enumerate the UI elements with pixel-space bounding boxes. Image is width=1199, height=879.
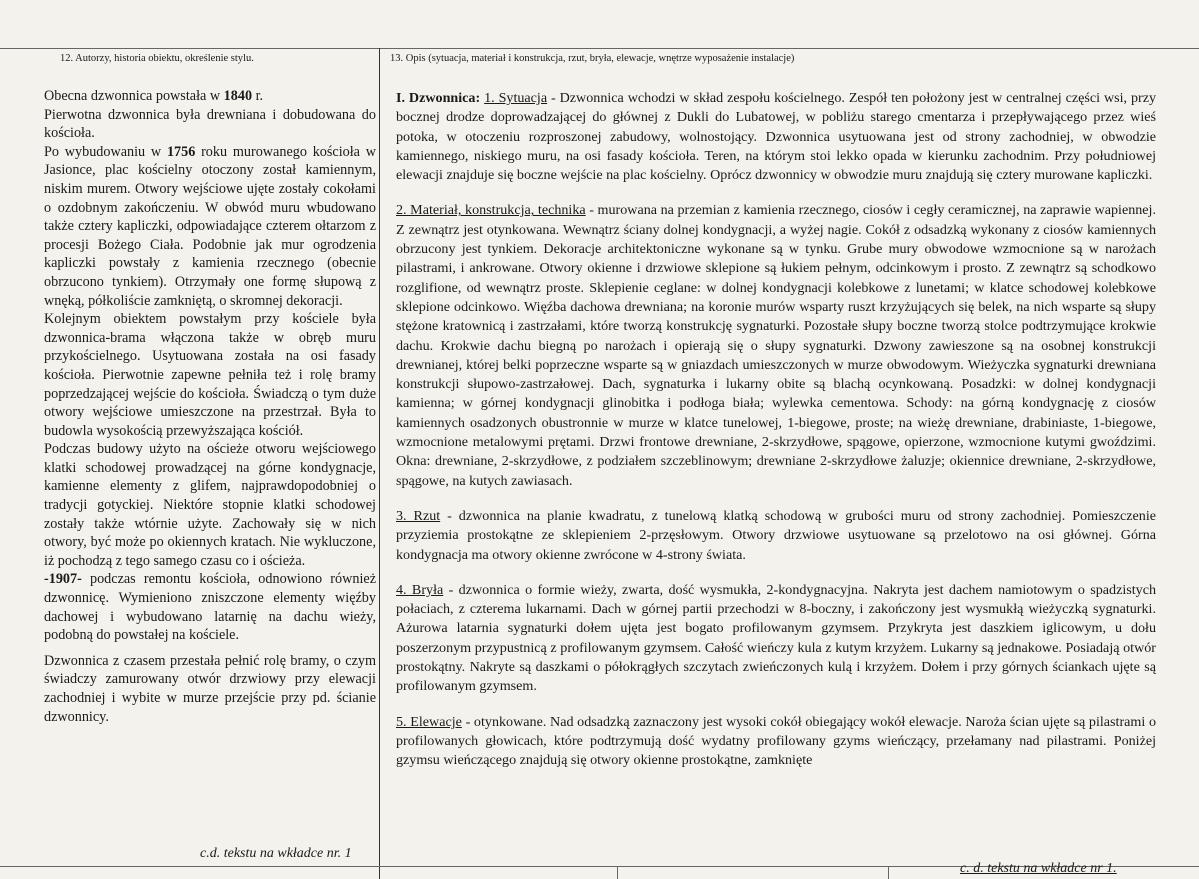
description-column [396,89,1156,787]
year: -1907- [44,571,82,588]
paragraph: Obecna dzwonnica powstała w 1840 r. [44,88,264,104]
section-situation: I. Dzwonnica: 1. Sytuacja - Dzwonnica wchodzi w skład zespołu kościelnego. Zespół ten położony jest w centralnej części wsi, przy bocznej drodze doprowadzającej do głównej z Dukli do Lubatowej, w pobliżu starego cmentarza i przepływającego przez wieś potoka, w otoczeniu rozproszonej zabudowy, wolnostojący. Dzwonnica usytuowana jest od strony zachodniej, w obwodzie kamiennego, niskiego muru, na osi fasady kościoła. Teren, na którym stoi lekko opada w kierunku zachodnim. Przy południowej elewacji znajduje się boczne wejście na plac kościelny. Oprócz dzwonnicy w obwodzie muru znajdują się cztery murowane kapliczki. [396,90,1157,184]
subsection-heading: 4. Bryła [396,581,444,598]
top-rule [0,48,1199,49]
column-divider [379,48,380,879]
paragraph: Po wybudowaniu w 1756 roku murowanego kościoła w Jasionce, plac kościelny otoczony został kamiennym, niskim murem. Otwory wejściowe ujęte zostały cokołami o ozdobnym zakończeniu. W obwód muru wbudowano także cztery kapliczki, odpowiadające czterem ołtarzom z procesji Bożego Ciała. Podobnie jak mur ogrodzenia kapliczki powstały z kamienia rzecznego (obecnie obrzucono tynkiem). Otrzymały one formę słupową z wnęką, półkoliście zamkniętą, o skromnej dekoracji. [44,143,376,309]
right-column-heading: 13. Opis (sytuacja, materiał i konstrukcja, rzut, bryła, elewacje, wnętrze wyposażenie instalacje) [390,53,795,64]
paragraph: Podczas budowy użyto na ościeże otworu wejściowego klatki schodowej prowadzącej na górne kondygnacje, kamienne elementy z glifem, najprawdopodobniej o tradycji gotyckiej. Niektóre stopnie klatki schodowej zostały także wtórnie użyte. Zachowały się w nich otwory, być może po okiennych kratach. Nie wykluczone, iż pochodzą z tego samego czasu co i ościeża. [44,441,376,569]
section-massing: 4. Bryła - dzwonnica o formie wieży, zwarta, dość wysmukła, 2-kondygnacyjna. Nakryta jest dachem namiotowym o spadzistych połaciach, z czterema lukarnami. Dach w górnej partii przechodzi w 8-boczny, i zakończony jest wysmukłą wieżyczką sygnaturki. Ażurowa latarnia sygnaturki dołem ujęta jest bogato profilowanym gzymsem. Przykryta jest daszkiem iglicowym, u dołu poszerzonym przypustnicą z profilowanym gzymsem. Całość wieńczy kula z kutym krzyżem. Lukarny są jednakowe. Posiadają otwór prostokątny. Nakryte są daszkami o półokrągłych szczytach zwieńczonych kulą i krzyżem. Dołem i przy górnych ściankach ujęte są profilowanym gzymsem. [396,581,1157,695]
paragraph: Kolejnym obiektem powstałym przy kościele była dzwonnica-brama włączona także w obręb muru przykościelnego. Usytuowana została na osi fasady kościoła. Pierwotnie zapewne pełniła też i rolę bramy poprzedzającej wejście do kościoła. Świadczą o tym duże otwory wejściowe umieszczone na przestrzał. Była to budowla wysokością przewyższająca kościół. [44,311,376,439]
form-tick [888,866,889,879]
subsection-heading: 5. Elewacje [396,713,462,730]
paragraph: -1907- podczas remontu kościoła, odnowiono również dzwonnicę. Wymieniono zniszczone elementy więźby dachowej i wybudowano latarnię na dachu wieży, podobną do powstałej na kościele. [44,571,376,644]
paragraph: Pierwotna dzwonnica była drewniana i dobudowana do kościoła. [44,106,376,142]
form-tick [617,866,618,879]
left-column-heading: 12. Autorzy, historia obiektu, określenie stylu. [60,53,254,64]
continuation-note-left: c.d. tekstu na wkładce nr. 1 [200,846,352,861]
year: 1840 [223,88,253,104]
year: 1756 [166,143,196,160]
section-plan: 3. Rzut - dzwonnica na planie kwadratu, z tunelową klatką schodową w grubości muru od strony zachodniej. Pomieszczenie przyziemia prostokątne ze sklepieniem 2-przęsłowym. Otwory drzwiowe usytuowane są przelotowo na osi głównej. Górna kondygnacja ma otwory okienne zwrócone w 4-strony świata. [396,507,1156,563]
section-material: 2. Materiał, konstrukcja, technika - murowana na przemian z kamienia rzecznego, ciosów i cegły ceramicznej, na zaprawie wapiennej. Z zewnątrz jest otynkowana. Wewnątrz ściany dolnej kondygnacji, a wyżej nagie. Cokół z odsadzką wykonany z ciosów kamiennych obrzucony jest tynkiem. Dekoracje architektoniczne wykonane są w tynku. Grube mury obwodowe wzmocnione są w narożach pilastrami, i ankrowane. Otwory okienne i drzwiowe sklepione są łukiem pełnym, odcinkowym i prosto. Z zewnątrz są schodkowo rozglifione, od wewnątrz proste. Sklepienie ceglane: w dolnej kondygnacji kolebkowe z lunetami; w klatce schodowej kolebkowe sklepione odcinkowo. Więźba dachowa drewniana; na koronie murów wsparty ruszt krzyżujących się belek, na nich wsparte są słupy stężone kratownicą i zastrzałami, które tworzą konstrukcję sygnaturki. Pozostałe słupy boczne tworzą stolce podtrzymujące krokwie dachu. Krokwie dachu biegną po narożach i opierają się o słupy sygnaturki. Dzwony zawieszone są na osobnej konstrukcji drewnianej, której belki poprzeczne wsparte są w gniazdach umieszczonych w murze obwodowym. Wieżyczka sygnaturki drewniana konstrukcji słupowo-zastrzałowej. Dach, sygnaturka i lukarny obite są blachą ocynkowaną. Posadzki: w dolnej kondygnacji kamienna; w górnej kondygnacji glinobitka i podłoga biała; wylewka cementowa. Schody: na górną kondygnację z ciosów kamiennych osadzonych obustronnie w murze w klatce tunelowej, 1-biegowe, proste; na wieżę drewniane, drabiniaste, 1-biegowe, wzmocnione metalowymi prętami. Drzwi frontowe drewniane, 2-skrzydłowe, spągowe, opierzone, wzmocnione kutymi gwoździmi. Okna: drewniane, 2-skrzydłowe, z podziałem szczeblinowym; drewniane 2-skrzydłowe żaluzje; okiennice drewniane, 2-skrzydłowe, spągowe, na kutych zawiasach. [396,202,1156,489]
subsection-heading: 3. Rzut [396,507,441,524]
history-column [44,87,376,726]
section-elevations: 5. Elewacje - otynkowane. Nad odsadzką zaznaczony jest wysoki cokół obiegający wokół elewacje. Naroża ścian ujęte są pilastrami o profilowanych głowicach, które podtrzymują dość wydatny profilowany gzyms wieńczący, przełamany nad pilastrami. Poniżej gzymsu wieńczącego znajdują się otwory okienne prostokątne, zamknięte [396,713,1156,769]
paragraph: Dzwonnica z czasem przestała pełnić rolę bramy, o czym świadczy zamurowany otwór drzwiowy przy elewacji zachodniej i wybite w murze przejście przy pd. ścianie dzwonnicy. [44,652,376,725]
section-title: I. Dzwonnica: [396,90,481,106]
subsection-heading: 2. Materiał, konstrukcja, technika [396,202,586,219]
continuation-note-right: c. d. tekstu na wkładce nr 1. [960,861,1117,876]
subsection-heading: 1. Sytuacja [484,90,548,106]
